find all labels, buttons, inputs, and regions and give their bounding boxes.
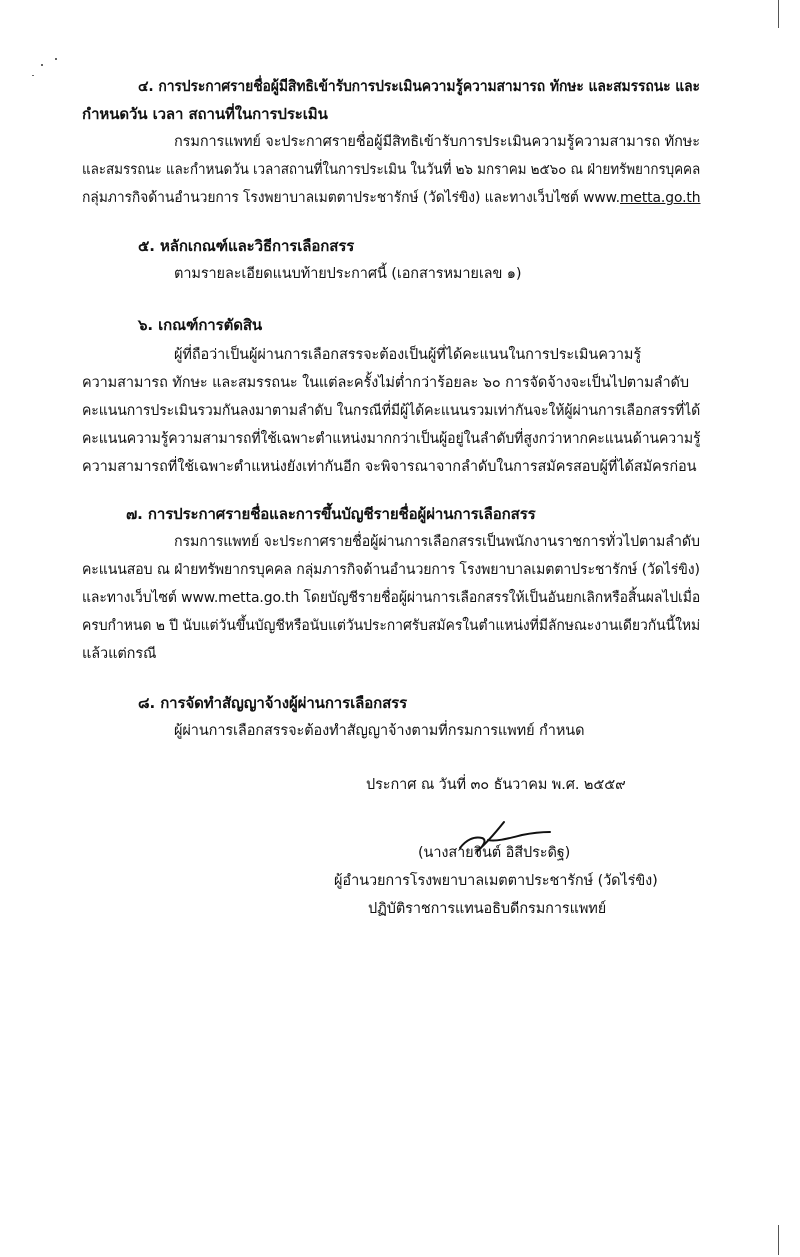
section4-body xyxy=(82,188,700,208)
section6-body-line: คะแนนความรู้ความสามารถที่ใช้เฉพาะตำแหน่งมากกว่าเป็นผู้อยู่ในลำดับที่สูงกว่าหากคะแนนด้านความรู้ xyxy=(82,431,701,447)
section6-body-line: ความสามารถที่ใช้เฉพาะตำแหน่งยังเท่ากันอีก จะพิจารณาจากลำดับในการสมัครสอบผู้ที่ได้สมัครก่อน xyxy=(82,459,697,475)
section6-body-line: ความสามารถ ทักษะ และสมรรถนะ ในแต่ละครั้งไม่ต่ำกว่าร้อยละ ๖๐ การจัดจ้างจะเป็นไปตามลำดับ xyxy=(82,375,689,391)
announcement-date: ประกาศ ณ วันที่ ๓๐ ธันวาคม พ.ศ. ๒๕๕๙ xyxy=(366,777,626,793)
signer-name: (นางสายจินต์ อิสีประดิฐ) xyxy=(418,845,571,861)
signer-position: ผู้อำนวยการโรงพยาบาลเมตตาประชารักษ์ (วัดไร่ขิง) xyxy=(334,873,658,889)
section5-body: ตามรายละเอียดแนบท้ายประกาศนี้ (เอกสารหมายเลข ๑) xyxy=(174,266,522,282)
scan-dot xyxy=(32,75,34,76)
website-link[interactable]: metta.go.th xyxy=(619,190,701,206)
scan-dot xyxy=(41,64,43,66)
section4-body: และสมรรถนะ และกำหนดวัน เวลาสถานที่ในการประเมิน ในวันที่ ๒๖ มกราคม ๒๕๖๐ ณ ฝ่ายทรัพยากรบุคคล xyxy=(82,162,701,178)
section6-body-line: ผู้ที่ถือว่าเป็นผู้ผ่านการเลือกสรรจะต้องเป็นผู้ที่ได้คะแนนในการประเมินความรู้ xyxy=(174,347,642,363)
scan-edge-line xyxy=(778,1225,779,1255)
section7-heading: ๗. การประกาศรายชื่อและการขึ้นบัญชีรายชื่อผู้ผ่านการเลือกสรร xyxy=(126,505,536,523)
section8-heading: ๘. การจัดทำสัญญาจ้างผู้ผ่านการเลือกสรร xyxy=(138,694,408,712)
section7-body-line: คะแนนสอบ ณ ฝ่ายทรัพยากรบุคคล กลุ่มภารกิจด้านอำนวยการ โรงพยาบาลเมตตาประชารักษ์ (วัดไร่ขิง) xyxy=(82,562,700,578)
signer-acting: ปฏิบัติราชการแทนอธิบดีกรมการแพทย์ xyxy=(368,901,607,917)
section4-body: กรมการแพทย์ จะประกาศรายชื่อผู้มีสิทธิเข้ารับการประเมินความรู้ความสามารถ ทักษะ xyxy=(174,134,700,150)
section8-body: ผู้ผ่านการเลือกสรรจะต้องทำสัญญาจ้างตามที่กรมการแพทย์ กำหนด xyxy=(174,723,585,739)
section7-body-line: แล้วแต่กรณี xyxy=(82,646,157,662)
section5-heading: ๕. หลักเกณฑ์และวิธีการเลือกสรร xyxy=(138,237,355,255)
scan-dot xyxy=(55,58,57,60)
section4-heading-cont: กำหนดวัน เวลา สถานที่ในการประเมิน xyxy=(82,105,328,123)
section4-body-text: กลุ่มภารกิจด้านอำนวยการ โรงพยาบาลเมตตาประชารักษ์ (วัดไร่ขิง) และทางเว็บไซต์ www. xyxy=(82,190,620,206)
section6-body-line: คะแนนการประเมินรวมกันลงมาตามลำดับ ในกรณีที่มีผู้ได้คะแนนรวมเท่ากันจะให้ผู้ผ่านการเลือกสรรที่ได้ xyxy=(82,403,701,419)
section4-heading: ๔. การประกาศรายชื่อผู้มีสิทธิเข้ารับการประเมินความรู้ความสามารถ ทักษะ และสมรรถนะ และ xyxy=(138,77,700,95)
section7-body-line: ครบกำหนด ๒ ปี นับแต่วันขึ้นบัญชีหรือนับแต่วันประกาศรับสมัครในตำแหน่งที่มีลักษณะงานเดียวกันนี้ใหม่ xyxy=(82,618,701,634)
section7-body-line: และทางเว็บไซต์ www.metta.go.th โดยบัญชีรายชื่อผู้ผ่านการเลือกสรรให้เป็นอันยกเลิกหรือสิ้นผลไปเมื่อ xyxy=(82,590,701,606)
section7-body-line: กรมการแพทย์ จะประกาศรายชื่อผู้ผ่านการเลือกสรรเป็นพนักงานราชการทั่วไปตามลำดับ xyxy=(174,534,700,550)
section6-heading: ๖. เกณฑ์การตัดสิน xyxy=(138,316,263,334)
scan-edge-line xyxy=(778,0,779,28)
